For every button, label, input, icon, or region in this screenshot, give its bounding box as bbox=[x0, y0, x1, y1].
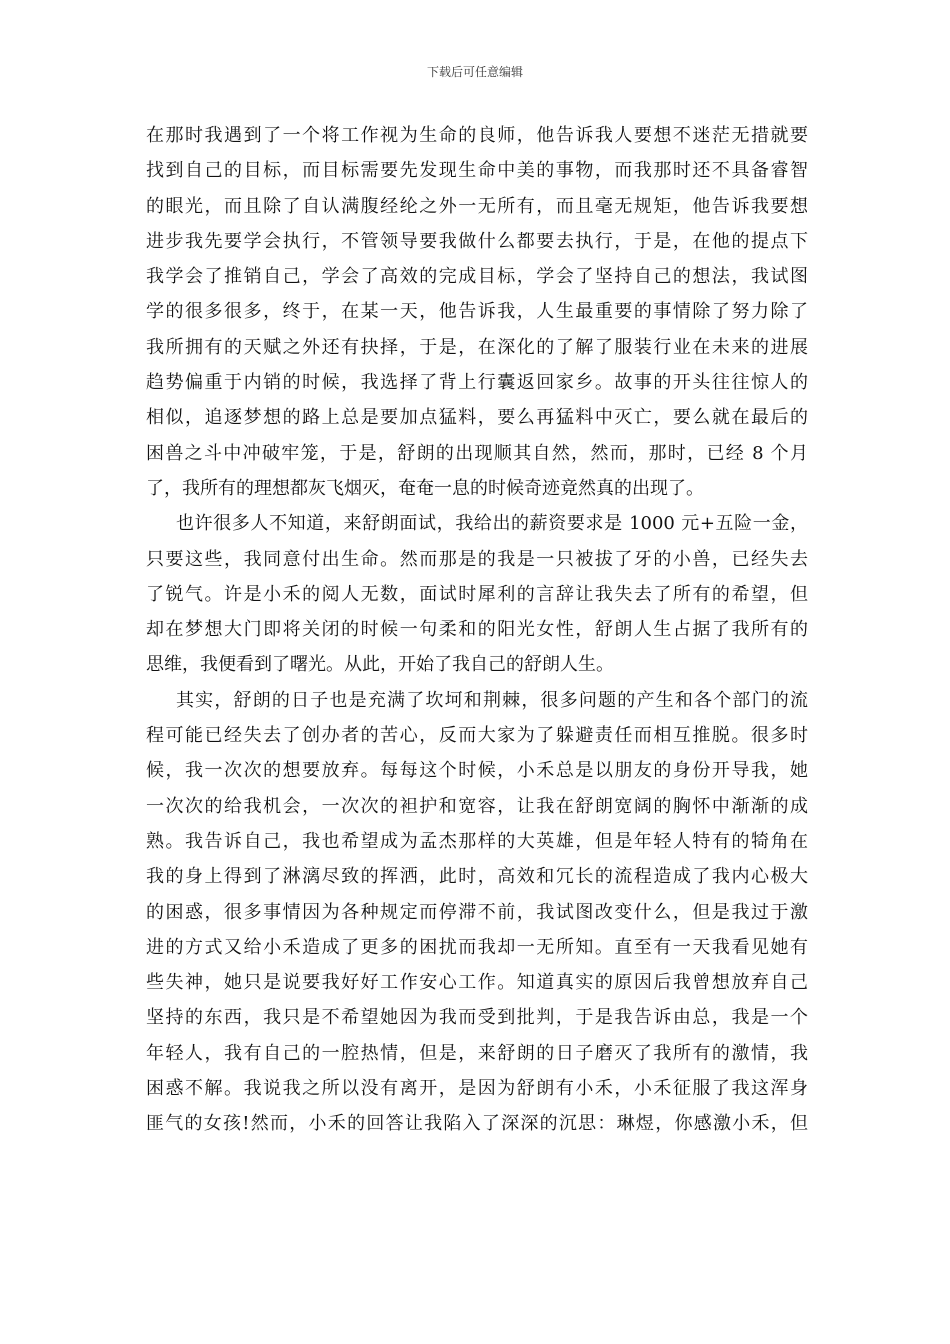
text-line: 思维，我便看到了曙光。从此，开始了我自己的舒朗人生。 bbox=[146, 654, 614, 676]
text-line: 却在梦想大门即将关闭的时候一句柔和的阳光女性，舒朗人生占据了我所有的 bbox=[146, 619, 808, 641]
paragraph-1 bbox=[146, 118, 808, 506]
text-line: 匪气的女孩!然而，小禾的回答让我陷入了深深的沉思：琳煜，你感激小禾，但 bbox=[146, 1113, 808, 1135]
paragraph-2 bbox=[146, 506, 808, 682]
text-line: 只要这些，我同意付出生命。然而那是的我是一只被拔了牙的小兽，已经失去 bbox=[146, 548, 808, 570]
text-line: 困惑不解。我说我之所以没有离开，是因为舒朗有小禾，小禾征服了我这浑身 bbox=[146, 1078, 808, 1100]
text-line: 找到自己的目标，而目标需要先发现生命中美的事物，而我那时还不具备睿智 bbox=[146, 160, 808, 182]
text-line: 了锐气。许是小禾的阅人无数，面试时犀利的言辞让我失去了所有的希望，但 bbox=[146, 583, 808, 605]
page-header: 下载后可任意编辑 bbox=[426, 65, 523, 79]
text-line: 了，我所有的理想都灰飞烟灭，奄奄一息的时候奇迹竟然真的出现了。 bbox=[146, 477, 704, 499]
text-line: 的困惑，很多事情因为各种规定而停滞不前，我试图改变什么，但是我过于激 bbox=[146, 901, 808, 923]
text-line: 相似，追逐梦想的路上总是要加点猛料，要么再猛料中灭亡，要么就在最后的 bbox=[146, 407, 808, 429]
text-line: 些失神，她只是说要我好好工作安心工作。知道真实的原因后我曾想放弃自己 bbox=[146, 972, 808, 994]
text-line: 一次次的给我机会，一次次的袒护和宽容，让我在舒朗宽阔的胸怀中渐渐的成 bbox=[146, 795, 808, 817]
text-line: 进的方式又给小禾造成了更多的困扰而我却一无所知。直至有一天我看见她有 bbox=[146, 936, 808, 958]
text-line: 其实，舒朗的日子也是充满了坎坷和荆棘，很多问题的产生和各个部门的流 bbox=[176, 689, 808, 711]
text-line: 熟。我告诉自己，我也希望成为孟杰那样的大英雄，但是年轻人特有的犄角在 bbox=[146, 830, 808, 852]
text-line: 趋势偏重于内销的时候，我选择了背上行囊返回家乡。故事的开头往往惊人的 bbox=[146, 372, 808, 394]
text-line: 的眼光，而且除了自认满腹经纶之外一无所有，而且毫无规矩，他告诉我要想 bbox=[146, 195, 808, 217]
text-line: 坚持的东西，我只是不希望她因为我而受到批判，于是我告诉由总，我是一个 bbox=[146, 1007, 808, 1029]
text-line: 也许很多人不知道，来舒朗面试，我给出的薪资要求是 1000 元+五险一金， bbox=[176, 513, 808, 535]
paragraph-3 bbox=[146, 683, 808, 1142]
text-line: 年轻人，我有自己的一腔热情，但是，来舒朗的日子磨灭了我所有的激情，我 bbox=[146, 1042, 808, 1064]
document-body bbox=[146, 118, 808, 1142]
text-line: 我所拥有的天赋之外还有抉择，于是，在深化的了解了服装行业在未来的进展 bbox=[146, 336, 808, 358]
text-line: 候，我一次次的想要放弃。每每这个时候，小禾总是以朋友的身份开导我，她 bbox=[146, 760, 808, 782]
text-line: 学的很多很多，终于，在某一天，他告诉我，人生最重要的事情除了努力除了 bbox=[146, 301, 808, 323]
text-line: 困兽之斗中冲破牢笼，于是，舒朗的出现顺其自然，然而，那时，已经 8 个月 bbox=[146, 442, 808, 464]
text-line: 程可能已经失去了创办者的苦心，反而大家为了躲避责任而相互推脱。很多时 bbox=[146, 725, 808, 747]
text-line: 我学会了推销自己，学会了高效的完成目标，学会了坚持自己的想法，我试图 bbox=[146, 266, 808, 288]
text-line: 我的身上得到了淋漓尽致的挥洒，此时，高效和冗长的流程造成了我内心极大 bbox=[146, 866, 808, 888]
text-line: 在那时我遇到了一个将工作视为生命的良师，他告诉我人要想不迷茫无措就要 bbox=[146, 125, 808, 146]
text-line: 进步我先要学会执行，不管领导要我做什么都要去执行，于是，在他的提点下 bbox=[146, 230, 808, 252]
